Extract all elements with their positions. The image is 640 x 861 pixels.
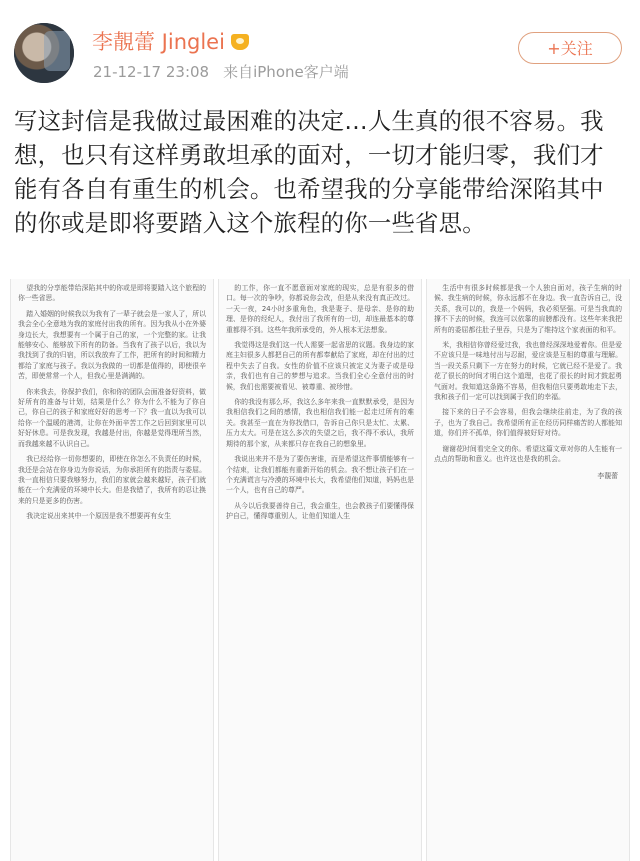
post-text: 写这封信是我做过最困难的决定…人生真的很不容易。我想，也只有这样勇敢坦承的面对，一切才能归零，我们才能有各自有重生的机会。也希望我的分享能带给深陷其中的你或是即将要踏入这个旅程的你一些省思。 [14,107,604,237]
post-meta [93,61,363,82]
letter-page-3-text [434,283,622,481]
letter-signature: 李靚蕾 [597,471,618,480]
letter-image-3[interactable] [426,279,630,861]
letter-paragraph: 生活中有很多时候都是我一个人独自面对，孩子生病的时候、我生病的时候，你永远都不在身边。我一直告诉自己，没关系，我可以的，我是一个妈妈，我必须坚强。可是当我真的撑不下去的时候，我连可以依靠的肩膀都没有。这些年来我把所有的委屈都往肚子里吞，只是为了维持这个家表面的和平。 [434,284,622,334]
avatar-overlay [44,31,70,71]
post-timestamp: 21-12-17 23:08 [93,63,210,81]
letter-paragraph: 我说出来并不是为了要伤害谁，而是希望这件事情能够有一个结束，让我们都能有重新开始的机会。我不想让孩子们在一个充满谎言与冷漠的环境中长大，我希望他们知道，妈妈也是一个人，也有自己的尊严。 [226,455,414,495]
author-name-row[interactable] [92,26,249,56]
letter-image-1[interactable] [10,279,214,861]
letter-paragraph: 你的我没有那么坏，我这么多年来我一直默默承受，是因为我相信我们之间的感情，我也相信我们能一起走过所有的难关。我甚至一直在为你找借口，告诉自己你只是太忙、太累、压力太大。可是在这么多次的失望之后，我不得不承认，我所期待的那个家，从来都只存在我自己的想象里。 [226,398,414,448]
letter-paragraph: 我觉得这是我们这一代人需要一起省思的议题。我身边的家庭主妇很多人都把自己的所有都奉献给了家庭，却在付出的过程中失去了自我。女性的价值不应该只被定义为妻子或是母亲，我们也有自己的梦想与追求。当我们全心全意付出的时候，我们也需要被看见、被尊重、被珍惜。 [226,341,414,391]
verified-badge-icon [231,34,249,50]
letter-paragraph: 接下来的日子不会容易，但我会继续往前走，为了我的孩子，也为了我自己。我希望所有正在经历同样痛苦的人都能知道，你们并不孤单，你们值得被好好对待。 [434,408,622,438]
post-header [0,0,640,90]
letter-page-1-text [18,283,206,522]
follow-button[interactable]: +关注 [518,32,622,64]
avatar[interactable] [14,23,74,83]
letter-page-2-text [226,283,414,522]
letter-paragraph: 从今以后我要善待自己，我会重生，也会教孩子们要懂得保护自己，懂得尊重别人，让他们知道人生 [226,501,414,521]
letter-paragraph: 你来我去，你保护我们，你和你的团队会面准备好资料，做好所有的准备与计划，结果是什么？你为什么不能为了你自己，你自己的孩子和家庭好好的思考一下？我一直以为我可以给你一个温暖的港湾，让你在外面辛苦工作之后回到家里可以好好休息。可是我发现，我越是付出，你越是觉得理所当然，而我越来越不认识自己。 [18,387,206,448]
post-source: 来自iPhone客户端 [223,63,349,81]
letter-paragraph: 我决定说出来其中一个原因是我不想要再有女生 [26,512,171,521]
letter-paragraph: 的工作，你一直不愿意面对家庭的现实，总是有很多的借口。每一次的争吵，你都说你会改，但是从来没有真正改过。一天一夜，24小时多重角色，我是妻子、是母亲、是你的助理、是你的经纪人，我付出了我所有的一切，却连最基本的尊重都得不到。这些年我所承受的，外人根本无法想象。 [226,284,414,334]
author-name[interactable]: 李靚蕾 Jinglei [92,30,225,54]
letter-paragraph: 谢谢花时间看完全文的你。希望这篇文章对你的人生能有一点点的帮助和意义。也许这也是我的机会。 [434,444,622,464]
letter-paragraph: 我已经给你一切你想要的，即使在你怎么不负责任的时候，我还是会站在你身边为你说话，为你承担所有的指责与委屈。我一直相信只要我够努力，我们的家就会越来越好，孩子们就能在一个充满爱的环境中长大。但是我错了，我所有的忍让换来的只是更多的伤害。 [18,455,206,505]
letter-paragraph: 米，我相信你曾经爱过我，我也曾经深深地爱着你。但是爱不应该只是一味地付出与忍耐，爱应该是互相的尊重与理解。当一段关系只剩下一方在努力的时候，它就已经不是爱了。我花了很长的时间才明白这个道理，也花了很长的时间才鼓起勇气面对。我知道这条路不容易，但我相信只要勇敢地走下去，我和孩子们一定可以找到属于我们的幸福。 [434,341,622,402]
letter-paragraph: 望我的分享能带给深陷其中的你或是即将要踏入这个旅程的你一些省思。 [18,284,206,303]
letter-image-2[interactable] [218,279,422,861]
letter-paragraph: 踏入婚姻的时候我以为我有了一辈子就会是一家人了，所以我会全心全意地为我的家庭付出我的所有。因为我从小在外婆身边长大，我想要有一个属于自己的家，一个完整的家。让我能够安心、能够放下所有的防备。当我有了孩子以后，我以为我找到了我的归宿，所以我放弃了工作，把所有的时间和精力都给了家庭与孩子。我以为我做的一切都是值得的，即使很辛苦，即使常常一个人，但我心里是满满的。 [18,309,206,381]
